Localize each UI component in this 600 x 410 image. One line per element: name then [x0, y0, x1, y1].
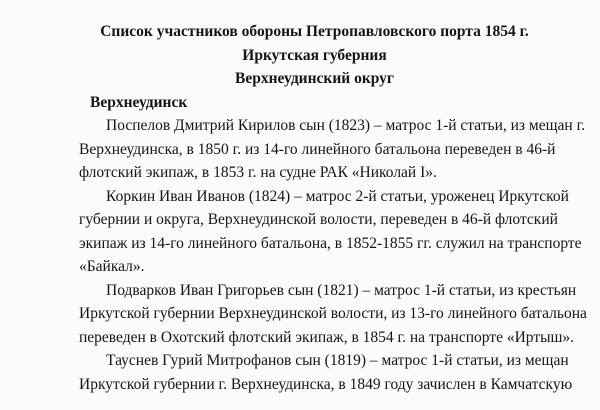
entry-line: Поспелов Дмитрий Кирилов сын (1823) – матрос 1-й статьи, из мещан г.: [106, 117, 586, 134]
entry-line: Коркин Иван Иванов (1824) – матрос 2-й статьи, уроженец Иркутской: [106, 187, 569, 205]
entry-line: флотский экипаж, в 1853 г. на судне РАК «Николай I».: [79, 164, 437, 181]
entry-line: Иркутской губернии Верхнеудинской волости, из 13-го линейного батальона: [79, 305, 587, 322]
entry-paragraph: [79, 279, 587, 350]
document-page: [79, 0, 587, 396]
district-heading: Верхнеудинский округ: [235, 70, 394, 87]
entry-paragraph: [79, 349, 573, 396]
entry-line: Тауснев Гурий Митрофанов сын (1819) – матрос 1-й статьи, из мещан: [106, 352, 569, 369]
entry-line: «Байкал».: [79, 258, 145, 275]
entry-line: Верхнеудинска, в 1850 г. из 14-го линейного батальона переведен в 46-й: [79, 140, 556, 158]
entry-line: губернии и округа, Верхнеудинской волости, переведен в 46-й флотский: [79, 211, 558, 228]
city-heading: Верхнеудинск: [90, 93, 188, 111]
entry-paragraph: [79, 185, 582, 279]
entry-line: Иркутской губернии г. Верхнеудинска, в 1849 году зачислен в Камчатскую: [79, 375, 573, 393]
document-title: Список участников обороны Петропавловского порта 1854 г.: [100, 23, 529, 40]
entry-line: Подварков Иван Григорьев сын (1821) – матрос 1-й статьи, из крестьян: [106, 281, 577, 299]
entry-line: переведен в Охотский флотский экипаж, в 1854 г. на транспорте «Иртыш».: [79, 328, 575, 346]
entry-paragraph: [79, 114, 586, 185]
entry-line: экипаж из 14-го линейного батальона, в 1852-1855 гг. служил на транспорте: [79, 234, 582, 252]
province-heading: Иркутская губерния: [242, 46, 387, 64]
